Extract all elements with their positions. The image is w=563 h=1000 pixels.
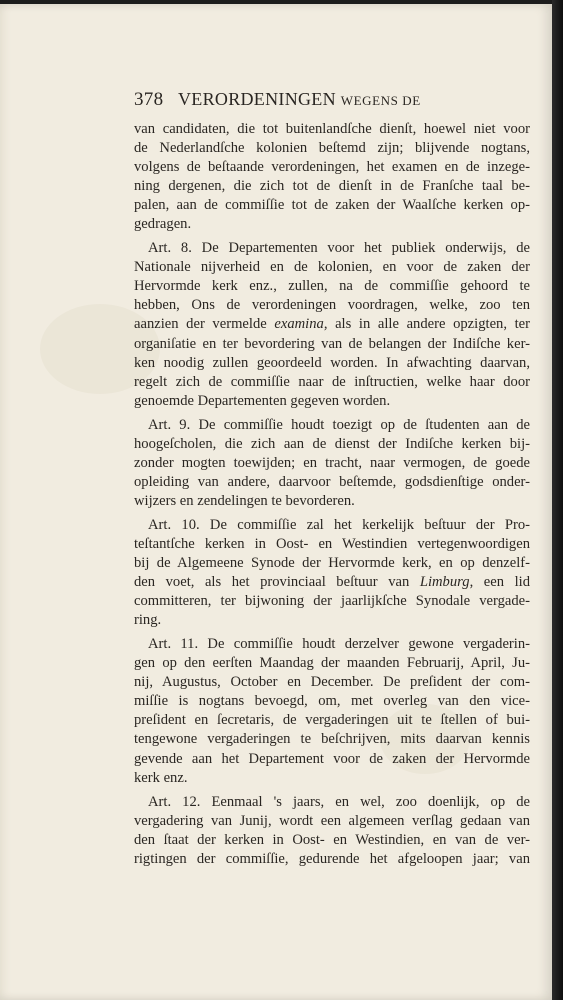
text-line: Art. 8. De Departementen voor het publiek onderwijs, de xyxy=(148,240,530,257)
text-line: de Nederlandſche kolonien beſtemd zijn; blijvende nogtans, xyxy=(134,140,530,157)
paragraph xyxy=(134,793,530,869)
text-line: committeren, ter bijwoning der jaarlijkſche Synodale vergade- xyxy=(134,593,530,610)
text-line: van candidaten, die tot buitenlandſche dienſt, hoewel niet voor xyxy=(134,121,530,137)
text-line: bij de Algemeene Synode der Hervormde kerk, en op denzelf- xyxy=(134,555,530,572)
running-header xyxy=(134,89,530,117)
paragraph xyxy=(134,635,530,787)
text-line: miſſie is nogtans bevoegd, om, met overleg van den vice- xyxy=(134,693,530,710)
header-title-small: WEGENS DE xyxy=(340,93,421,108)
text-line: gen op den eerſten Maandag der maanden Februarij, April, Ju- xyxy=(134,655,530,672)
text-line: vergadering van Junij, wordt een algemeen verſlag gedaan van xyxy=(134,812,530,829)
header-title: VERORDENINGEN xyxy=(178,89,336,109)
text-line: den voet, als het provinciaal beſtuur van Limburg, een lid xyxy=(134,574,530,591)
text-line: gedragen. xyxy=(134,216,192,233)
text-line: Art. 9. De commiſſie houdt toezigt op de ſtudenten aan de xyxy=(148,416,530,433)
text-line: zonder mogten toewijden; en tracht, naar vermogen, de goede xyxy=(134,454,530,471)
text-line: genoemde Departementen gegeven worden. xyxy=(134,392,391,409)
text-line: preſident en ſecretaris, de vergaderingen uit te ſtellen of bui- xyxy=(134,712,530,729)
text-line: Nationale nijverheid en de kolonien, en voor de zaken der xyxy=(134,259,530,276)
text-line: tengewone vergaderingen te beſchrijven, mits daarvan kennis xyxy=(134,731,530,748)
paragraph xyxy=(134,516,530,630)
text-line: ning dergenen, die zich tot de dienſt in de Franſche taal be- xyxy=(134,178,530,195)
paragraph xyxy=(134,239,530,410)
text-line: organiſatie en ter bevordering van de belangen der Indiſche ker- xyxy=(134,335,530,352)
paragraph xyxy=(134,120,530,234)
text-line: ken noodig zullen geoordeeld worden. In afwachting daarvan, xyxy=(134,354,530,371)
text-line: hoogeſcholen, die zich aan de dienst der Indiſche kerken bij- xyxy=(134,435,530,452)
text-line: volgens de beſtaande verordeningen, het examen en de inzege- xyxy=(134,159,530,176)
text-line: gevende aan het Departement voor de zaken der Hervormde xyxy=(134,750,530,767)
text-line: ring. xyxy=(134,612,162,629)
book-page xyxy=(0,4,552,1000)
text-line: teſtantſche kerken in Oost- en Westindien vertegenwoordigen xyxy=(134,535,530,552)
text-line: nij, Augustus, October en December. De preſident der com- xyxy=(134,674,530,691)
text-line: hebben, Ons de verordeningen voordragen, welke, zoo ten xyxy=(134,297,530,314)
page-text xyxy=(134,89,530,869)
text-line: Art. 11. De commiſſie houdt derzelver gewone vergaderin- xyxy=(148,636,530,653)
body-text xyxy=(134,120,530,869)
text-line: Art. 10. De commiſſie zal het kerkelijk beſtuur der Pro- xyxy=(148,516,530,533)
text-line: regelt zich de commiſſie naar de inſtructien, welke haar door xyxy=(134,373,530,390)
page-number: 378 xyxy=(134,89,164,110)
text-line: kerk enz. xyxy=(134,769,188,786)
text-line: Hervormde kerk enz., zullen, na de commiſſie gehoord te xyxy=(134,278,530,295)
text-line: den ſtaat der kerken in Oost- en Westindien, en van de ver- xyxy=(134,831,530,848)
page-edge-shadow xyxy=(552,0,563,1000)
text-line: Art. 12. Eenmaal 's jaars, en wel, zoo doenlijk, op de xyxy=(148,793,530,810)
text-line: rigtingen der commiſſie, gedurende het afgeloopen jaar; van xyxy=(134,850,530,867)
text-line: opleiding van andere, daarvoor beſtemde, godsdienſtige onder- xyxy=(134,473,530,490)
text-line: palen, aan de commiſſie tot de zaken der Waalſche kerken op- xyxy=(134,197,530,214)
paragraph xyxy=(134,416,530,511)
text-line: wijzers en zendelingen te bevorderen. xyxy=(134,492,355,509)
text-line: aanzien der vermelde examina, als in alle andere opzigten, ter xyxy=(134,316,530,333)
